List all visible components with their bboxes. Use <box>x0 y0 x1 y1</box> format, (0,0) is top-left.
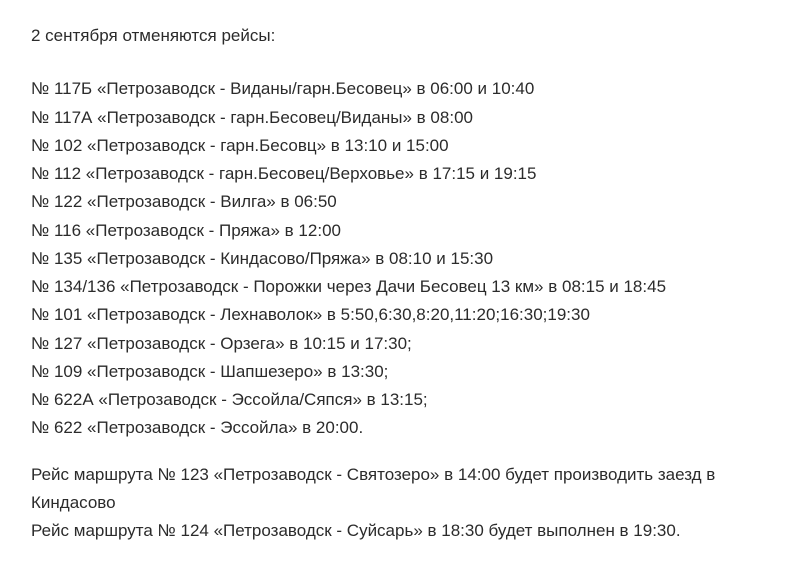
flight-line-135: № 135 «Петрозаводск - Киндасово/Пряжа» в 08:10 и 15:30 <box>31 248 494 268</box>
flight-line-112: № 112 «Петрозаводск - гарн.Бесовец/Верховье» в 17:15 и 19:15 <box>31 164 537 183</box>
cancelled-flights-list <box>31 75 761 442</box>
flight-line-117a: № 117А «Петрозаводск - гарн.Бесовец/Виданы» в 08:00 <box>31 107 473 127</box>
note-route-124: Рейс маршрута № 124 «Петрозаводск - Суйсарь» в 18:30 будет выполнен в 19:30. <box>31 521 681 540</box>
flight-line-102: № 102 «Петрозаводск - гарн.Бесовц» в 13:10 и 15:00 <box>31 135 449 155</box>
notes-section <box>31 461 761 546</box>
flight-line-122: № 122 «Петрозаводск - Вилга» в 06:50 <box>31 192 337 212</box>
flight-line-109: № 109 «Петрозаводск - Шапшезеро» в 13:30; <box>31 361 389 381</box>
flight-line-134-136: № 134/136 «Петрозаводск - Порожки через Дачи Бесовец 13 км» в 08:15 и 18:45 <box>31 277 667 296</box>
flight-line-622a: № 622А «Петрозаводск - Эссойла/Сяпся» в 13:15; <box>31 390 428 409</box>
flight-line-117b: № 117Б «Петрозаводск - Виданы/гарн.Бесовец» в 06:00 и 10:40 <box>31 79 535 99</box>
note-route-123: Рейс маршрута № 123 «Петрозаводск - Святозеро» в 14:00 будет производить заезд в Киндасово <box>31 464 716 512</box>
flight-line-101: № 101 «Петрозаводск - Лехнаволок» в 5:50,6:30,8:20,11:20;16:30;19:30 <box>31 305 590 325</box>
announcement-title: 2 сентября отменяются рейсы: <box>31 26 276 45</box>
flight-line-622: № 622 «Петрозаводск - Эссойла» в 20:00. <box>31 418 364 438</box>
flight-line-116: № 116 «Петрозаводск - Пряжа» в 12:00 <box>31 220 341 240</box>
flight-line-127: № 127 «Петрозаводск - Орзега» в 10:15 и 17:30; <box>31 333 412 353</box>
